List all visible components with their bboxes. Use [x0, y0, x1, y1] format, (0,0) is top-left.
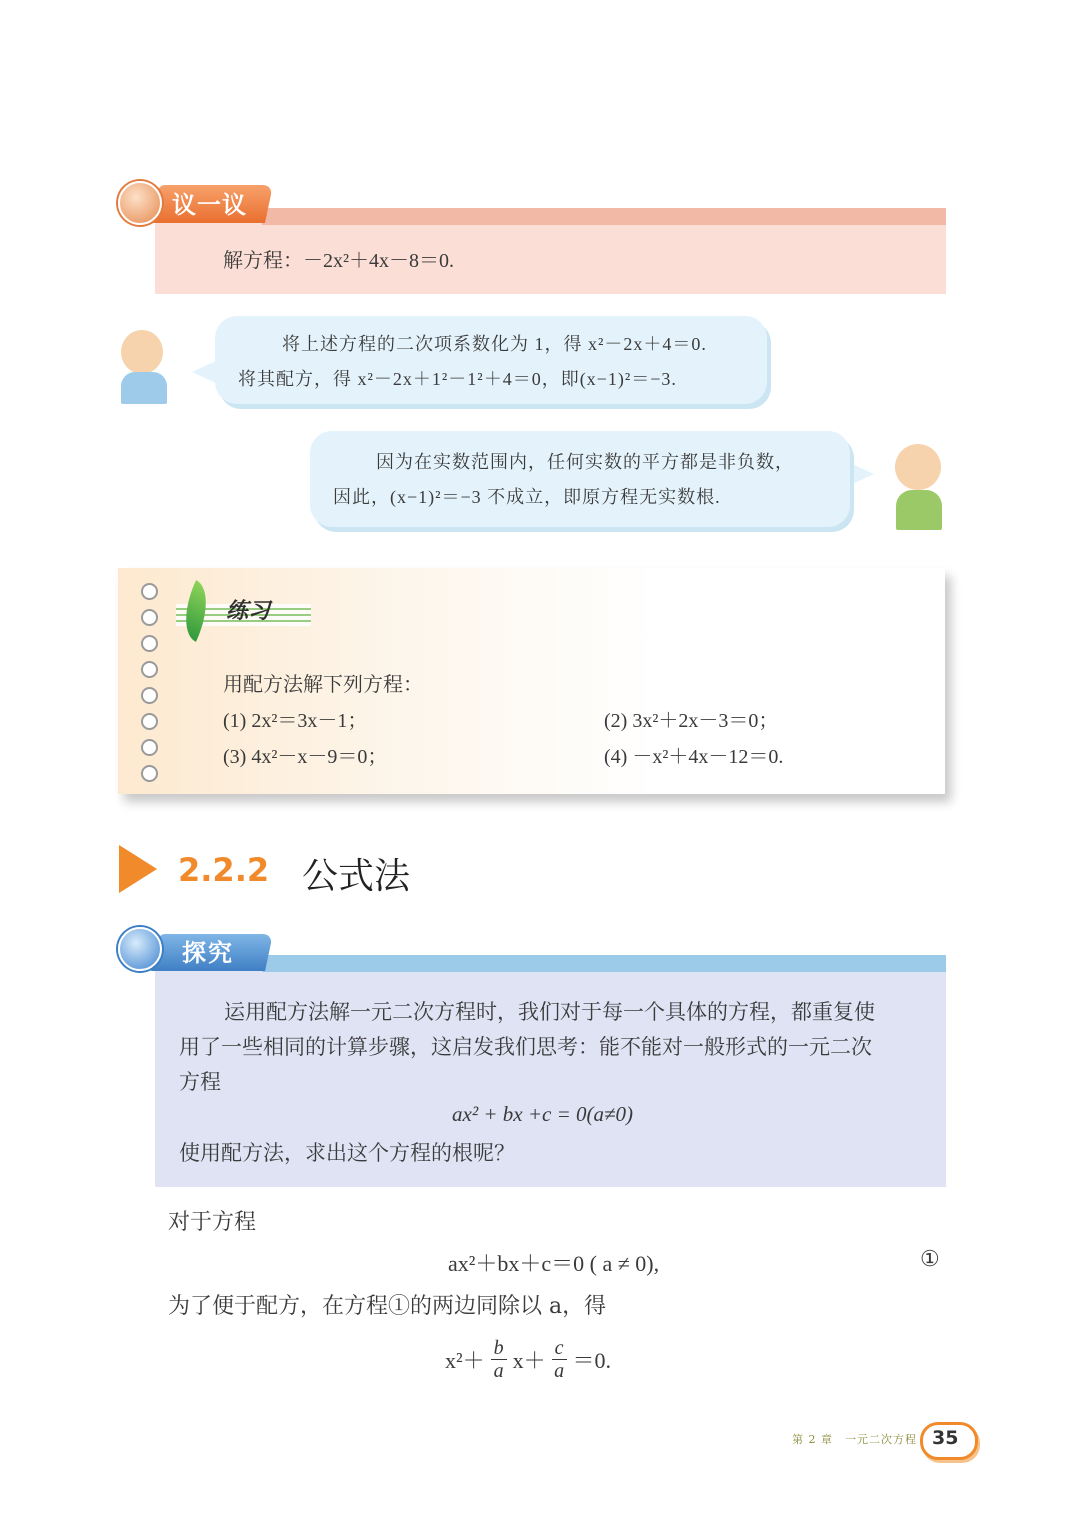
girl-speech-bubble	[310, 431, 850, 527]
equation-1: ax²＋bx＋c＝0 ( a ≠ 0),	[448, 1251, 660, 1276]
explore-title: 探究	[182, 939, 234, 967]
binder-ring-icon	[141, 739, 158, 756]
discuss-problem: 解方程：－2x²＋4x－8＝0.	[223, 250, 454, 272]
body-text-line: 为了便于配方，在方程①的两边同除以 a，得	[168, 1294, 607, 1319]
people-icon	[118, 181, 162, 225]
section-number: 2.2.2	[178, 851, 270, 889]
binder-ring-icon	[141, 583, 158, 600]
equation-2-lead: x²＋	[445, 1347, 485, 1373]
practice-item: (3) 4x²－x－9＝0；	[223, 746, 388, 768]
equation-2-tail: ＝0.	[572, 1347, 612, 1373]
fraction-denominator: a	[493, 1359, 504, 1382]
chapter-footer: 第 2 章 一元二次方程	[792, 1433, 917, 1446]
boy-figure-body	[121, 372, 167, 404]
explore-text-line: 使用配方法，求出这个方程的根呢？	[179, 1141, 515, 1165]
boy-figure	[121, 330, 163, 374]
practice-item: (4) －x²＋4x－12＝0.	[604, 746, 784, 768]
fraction-denominator: a	[554, 1359, 565, 1382]
binder-ring-icon	[141, 635, 158, 652]
practice-title: 练习	[226, 599, 271, 624]
equation-2-mid: x＋	[512, 1347, 546, 1373]
boy-speech-line: 将上述方程的二次项系数化为 1，得 x²－2x＋4＝0.	[282, 334, 707, 354]
section-arrow-icon	[119, 845, 157, 893]
binder-ring-icon	[141, 687, 158, 704]
fraction-numerator: b	[491, 1337, 507, 1360]
page-number: 35	[932, 1427, 959, 1449]
girl-figure-body	[896, 490, 942, 530]
section-title: 公式法	[302, 856, 411, 897]
body-text-line: 对于方程	[168, 1210, 257, 1235]
fraction-c-over-a	[552, 1337, 567, 1382]
binder-ring-icon	[141, 661, 158, 678]
explore-text-line: 运用配方法解一元二次方程时，我们对于每一个具体的方程，都重复使	[224, 1000, 875, 1024]
girl-speech-line: 因此，(x−1)²＝−3 不成立，即原方程无实数根.	[333, 487, 721, 507]
girl-speech-line: 因为在实数范围内，任何实数的平方都是非负数，	[376, 452, 794, 472]
fraction-b-over-a	[491, 1337, 507, 1382]
girl-figure	[895, 444, 941, 490]
explore-formula: ax² + bx +c = 0(a≠0)	[452, 1102, 634, 1126]
practice-item: (1) 2x²＝3x－1；	[223, 710, 368, 732]
binder-ring-icon	[141, 713, 158, 730]
binder-ring-icon	[141, 609, 158, 626]
discuss-header-bar	[262, 208, 946, 225]
boy-speech-line: 将其配方，得 x²－2x＋1²－1²＋4＝0，即(x−1)²＝−3.	[238, 369, 677, 389]
discuss-title: 议一议	[172, 191, 247, 219]
practice-item: (2) 3x²＋2x－3＝0；	[604, 710, 779, 732]
equation-2	[445, 1333, 611, 1385]
binder-ring-icon	[141, 765, 158, 782]
explore-text-line: 用了一些相同的计算步骤，这启发我们思考：能不能对一般形式的一元二次	[179, 1035, 872, 1059]
key-icon	[118, 927, 162, 971]
practice-prompt: 用配方法解下列方程：	[223, 672, 423, 696]
explore-header-bar	[262, 955, 946, 972]
speech-bubble-tail	[848, 462, 874, 486]
explore-text-line: 方程	[179, 1070, 221, 1094]
equation-number: ①	[920, 1247, 940, 1272]
fraction-numerator: c	[552, 1337, 567, 1360]
